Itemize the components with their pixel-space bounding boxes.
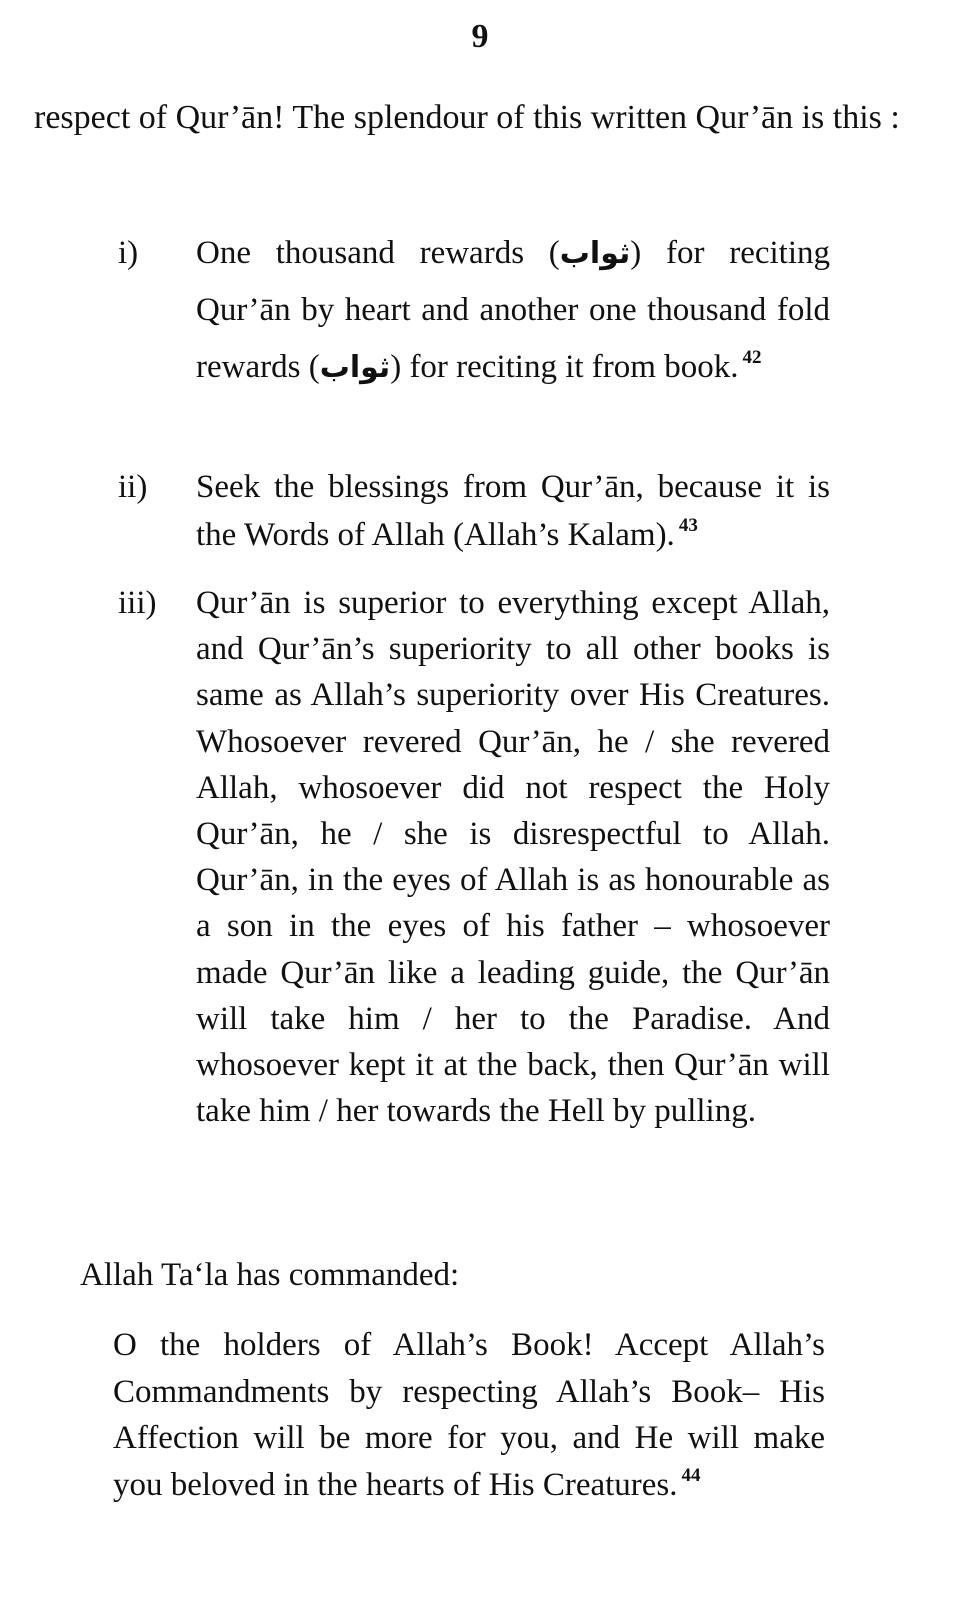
list-item-body — [196, 225, 830, 396]
list-item-body — [196, 463, 830, 559]
footnote-marker: 44 — [681, 1464, 701, 1486]
footnote-marker: 43 — [678, 515, 698, 536]
list-item-text: Seek the blessings from Qur’ān, because it is the Words of Allah (Allah’s Kalam). — [196, 469, 830, 553]
arabic-word: ثواب — [319, 350, 391, 385]
list-item-3 — [118, 580, 830, 1134]
list-item-number: ii) — [118, 469, 148, 505]
list-item-text-part: One thousand rewards ( — [196, 235, 560, 271]
list-item-text: Qur’ān is superior to everything except Allah, and Qur’ān’s superiority to all other books is same as Allah’s superiority over His Creatures. Whosoever revered Qur’ān, he / she revered Allah, whosoever did not respect the Holy Qur’ān, he / she is disrespectful to Allah. Qur’ān, in the eyes of Allah is as honourable as a son in the eyes of his father – whosoever made Qur’ān like a leading guide, the Qur’ān will take him / her to the Paradise. And whosoever kept it at the back, then Qur’ān will take him / her towards the Hell by pulling. — [196, 585, 830, 1130]
list-item-text-part: ) for reciting Qur’ān by heart and another one thousand fold rewards ( — [196, 235, 830, 385]
lead-in-text: Allah Ta‘la has commanded: — [80, 1257, 460, 1293]
list-item-body — [196, 580, 830, 1134]
list-item-number: iii) — [118, 585, 157, 621]
quote-text: O the holders of Allah’s Book! Accept Allah’s Commandments by respecting Allah’s Book– His Affection will be more for you, and He will make you beloved in the hearts of His Creatures. — [113, 1327, 825, 1503]
intro-paragraph: respect of Qur’ān! The splendour of this written Qur’ān is this : — [34, 99, 900, 136]
list-item-number: i) — [118, 235, 139, 271]
footnote-marker: 42 — [742, 347, 762, 368]
list-item-text-part: ) for reciting it from book. — [390, 349, 739, 385]
quote-paragraph — [113, 1322, 825, 1508]
list-item-2 — [118, 463, 830, 559]
list-item-1 — [118, 225, 830, 396]
page-number: 9 — [471, 18, 489, 55]
arabic-word: ثواب — [559, 236, 631, 271]
